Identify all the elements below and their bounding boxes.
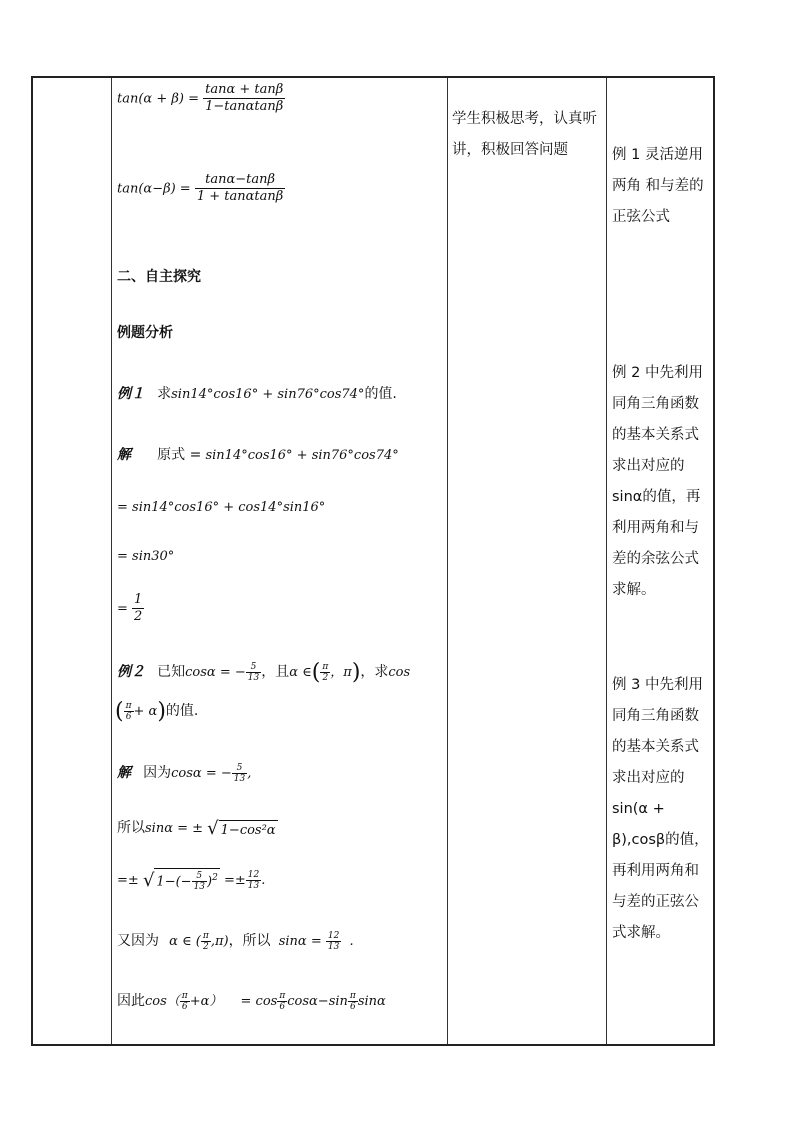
example2-solution-line4	[117, 930, 354, 952]
rhs-cos: = cos	[240, 994, 278, 1009]
tan-diff-numerator: tanα−tanβ	[195, 172, 285, 189]
because-text: 因为	[143, 765, 172, 781]
tan-diff-denominator: 1 + tanαtanβ	[196, 189, 284, 205]
cos-alpha-given: cosα = −	[185, 665, 246, 680]
frac-den: 2	[202, 942, 209, 952]
frac-num: π	[125, 700, 132, 711]
example1-task-expression: sin14°cos16° + sin76°cos74°	[171, 387, 365, 402]
sin-alpha-2: sinα =	[278, 934, 322, 949]
example2-label: 例２	[117, 664, 145, 680]
twelve-thirteenths-2	[326, 931, 341, 953]
dot: .	[349, 934, 354, 949]
tan-diff-lhs: tan(α−β) =	[117, 181, 191, 197]
example2-given-suffix: 的值.	[165, 703, 199, 719]
frac-num: π	[279, 990, 286, 1001]
example1-line3: = sin30°	[117, 549, 175, 564]
tan-diff-fraction	[195, 172, 285, 206]
and-text: ，且	[261, 664, 290, 680]
inner-pre: 1−(−	[156, 874, 192, 890]
interval-close: ，π	[330, 665, 352, 680]
frac-num: π	[181, 990, 188, 1001]
example1-line1: sin14°cos16° + sin76°cos74°	[205, 448, 399, 463]
cos-alpha-value: cosα = −	[171, 766, 232, 781]
tan-sum-fraction	[203, 82, 285, 116]
frac-num: π	[322, 661, 329, 672]
sqrt-expression: √ 1−cos²α	[207, 818, 276, 839]
result-eq: =±	[223, 872, 246, 888]
one-half-fraction	[132, 592, 144, 626]
note-example1: 例 1 灵活逆用两角 和与差的正弦公式	[612, 147, 704, 225]
note-example2: 例 2 中先利用同角三角函数的基本关系式求出对应的sinα的值，再利用两角和与差的余弦公式求解。	[612, 365, 703, 598]
example1-solution-line1	[117, 444, 399, 464]
cos-2: cos（	[145, 994, 180, 1009]
alpha-in-2: α ∈ (	[169, 934, 201, 949]
original-expression-label: 原式 =	[157, 447, 202, 463]
frac-num: π	[202, 930, 209, 941]
square: 2	[212, 873, 218, 884]
frac-den: 6	[279, 1002, 286, 1012]
example1-label: 例１	[117, 386, 145, 402]
example1-line2: = sin14°cos16° + cos14°sin16°	[117, 500, 326, 515]
column-divider-2	[447, 78, 448, 1044]
one-half-denominator: 2	[134, 609, 143, 625]
sqrt-numeric: √ 1−(− $\frac{5}{13}$ )$^2$	[142, 869, 218, 893]
frac-den: 6	[350, 1002, 356, 1012]
comma: ,	[247, 766, 252, 781]
example2-given-line2: ( $\frac{\pi}{6}$ + α)的值.	[115, 699, 199, 724]
so-text: 所以	[117, 820, 145, 836]
frac-num: 12	[247, 869, 260, 880]
column-divider-1	[111, 78, 112, 1044]
alpha-in: α ∈	[289, 665, 312, 680]
frac-den: 13	[193, 882, 206, 893]
period: .	[261, 872, 266, 888]
frac-den: 6	[181, 1002, 188, 1012]
so-text-2: ，所以	[228, 933, 271, 949]
example2-solution-line2	[117, 817, 278, 839]
frac-num: 5	[246, 662, 261, 673]
also-because-text: 又因为	[117, 933, 159, 949]
example1-line4	[117, 592, 144, 626]
pi-over-two	[320, 662, 330, 684]
example1-task	[117, 383, 397, 403]
example1-solution-label: 解	[117, 447, 131, 463]
example2-solution-line1	[117, 762, 251, 784]
note-example3: 例 3 中先利用同角三角函数的基本关系式求出对应的sin(α + β),cosβ的值，再利用两角和与差的正弦公式求解。	[612, 677, 709, 941]
plus-alpha: + α	[133, 704, 158, 719]
example1-equals: =	[117, 601, 128, 617]
cos-text: cos	[388, 665, 411, 680]
five-thirteenths-3	[192, 871, 207, 893]
tan-sum-formula	[117, 82, 285, 116]
tan-sum-denominator: 1−tanαtanβ	[205, 99, 284, 115]
frac-num: 5	[232, 763, 247, 774]
frac-den: 13	[233, 774, 246, 784]
example1-task-prefix: 求	[157, 386, 172, 402]
pi-over-six-3	[277, 991, 287, 1013]
frac-den: 13	[327, 942, 340, 952]
example2-solution-line3	[117, 868, 265, 893]
pi-over-two-2	[201, 931, 211, 953]
ask-text: ，求	[360, 664, 389, 680]
pm-eq: =±	[117, 872, 139, 888]
one-half-numerator: 1	[132, 592, 144, 609]
section-heading: 二、自主探究	[117, 269, 201, 285]
example2-solution-line5	[117, 990, 386, 1012]
frac-den: 13	[247, 880, 260, 891]
rhs-cos-alpha-minus-sin: cosα−sin	[287, 994, 348, 1009]
sin-alpha-eq: sinα = ±	[145, 821, 204, 836]
inner-post: )	[207, 874, 213, 890]
frac-num: 5	[192, 871, 207, 882]
tan-sum-numerator: tanα + tanβ	[203, 82, 285, 99]
pi-over-six	[124, 701, 134, 723]
frac-den: 6	[125, 712, 132, 722]
frac-den: 13	[247, 673, 260, 683]
frac-num: 12	[327, 930, 340, 941]
example2-given-prefix: 已知	[157, 664, 186, 680]
twelve-thirteenths	[246, 870, 261, 892]
example1-task-suffix: 的值.	[364, 386, 397, 402]
frac-num: π	[349, 990, 356, 1001]
tan-diff-formula	[117, 172, 285, 206]
rhs-sin-alpha: sinα	[357, 994, 386, 1009]
example2-given: 例２ 已知cosα = − $\frac{5}{13}$ ，且α ∈( $\frac{\pi}{2}$ ，π)，求cos	[117, 660, 411, 685]
column-divider-3	[606, 78, 607, 1044]
example2-solution-label: 解	[117, 765, 131, 781]
sqrt-body: 1−cos²α	[219, 820, 278, 838]
interval-post: ,π)	[210, 934, 229, 949]
plus-alpha-2: +α）	[189, 994, 223, 1009]
pi-over-six-4	[348, 991, 358, 1013]
five-thirteenths-2	[232, 763, 247, 785]
analysis-heading: 例题分析	[117, 325, 173, 341]
tan-sum-lhs: tan(α + β) =	[117, 91, 199, 107]
pi-over-six-2	[180, 991, 190, 1013]
sqrt-numeric-body	[154, 868, 219, 893]
five-thirteenths	[246, 662, 261, 684]
frac-den: 2	[322, 673, 329, 683]
student-activity: 学生积极思考，认真听讲，积极回答问题	[452, 111, 597, 158]
therefore-text: 因此	[117, 993, 145, 1009]
